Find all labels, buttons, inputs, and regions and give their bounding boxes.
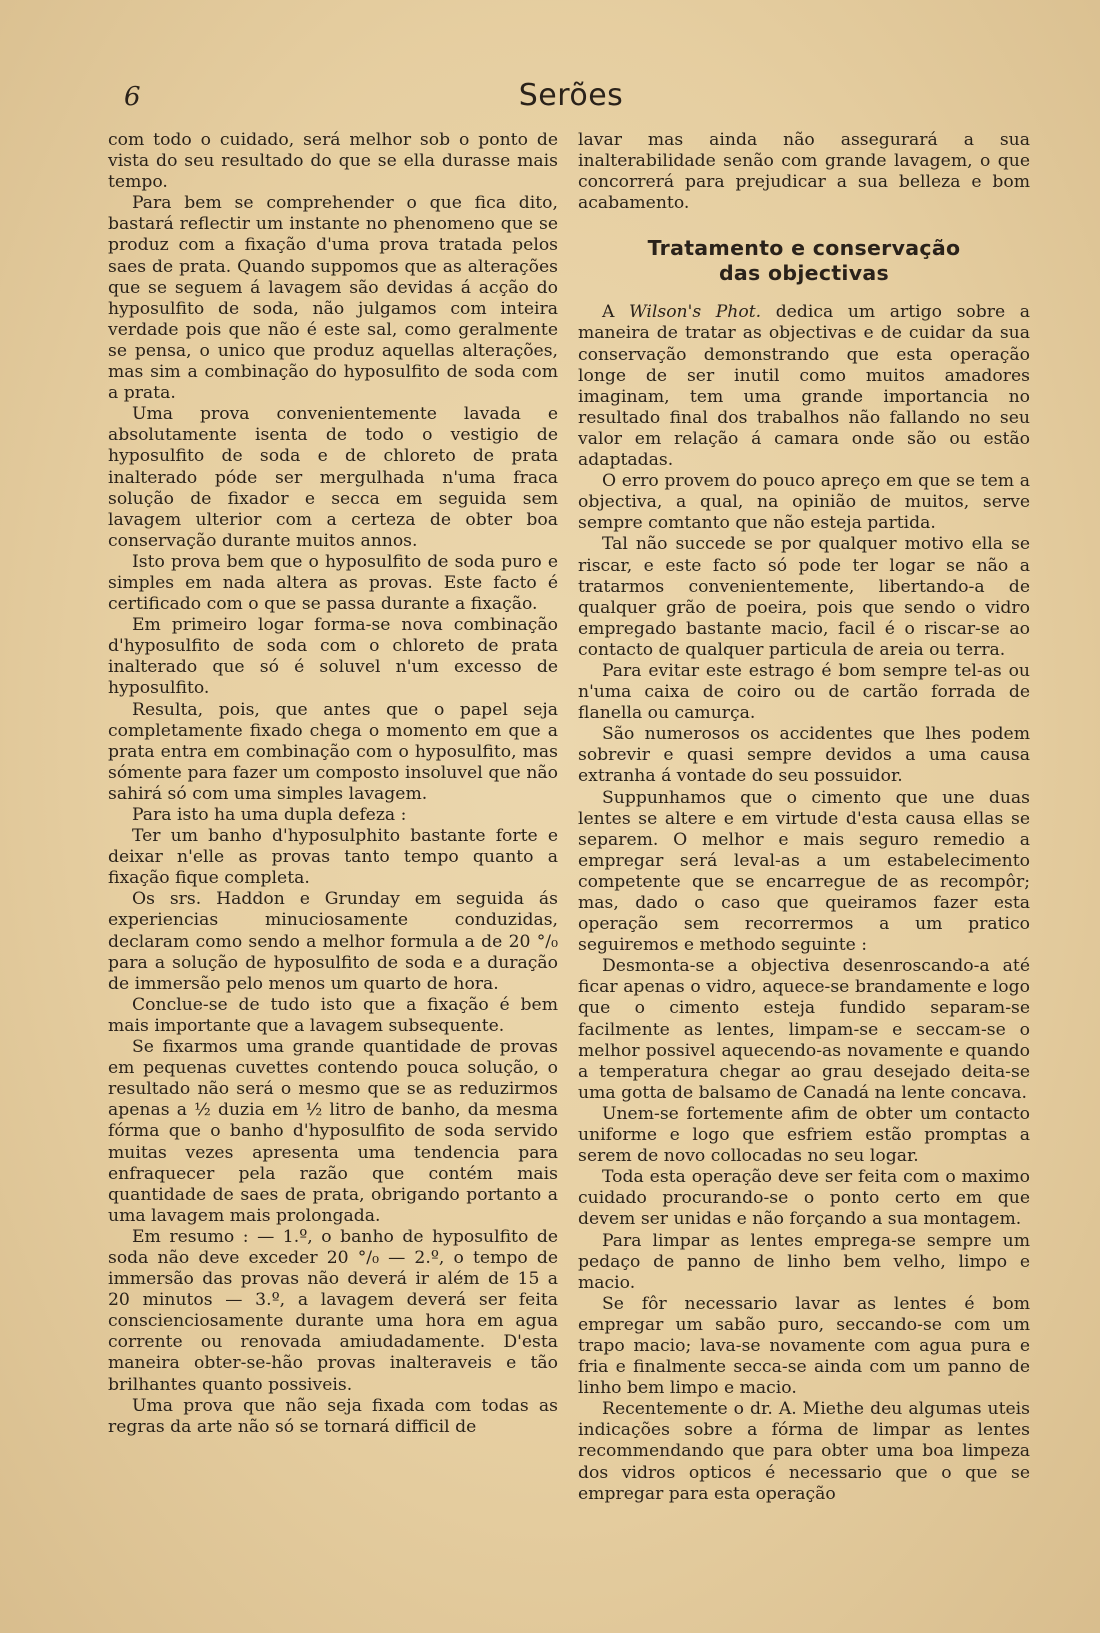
section-heading [578,236,1030,286]
paragraph: Para limpar as lentes emprega-se sempre um pedaço de panno de linho bem velho, limpo e macio. [578,1230,1030,1293]
right-column [578,130,1030,1505]
paragraph: Suppunhamos que o cimento que une duas lentes se altere e em virtude d'esta causa ellas se separem. O melhor e mais seguro remedio a empregar será leval-as a um estabelecimento competente que se encarregue de as recompôr; mas, dado o caso que queiramos fazer esta operação sem recorrermos a um pratico seguiremos e methodo seguinte : [578,787,1030,956]
paragraph-rest: dedica um artigo sobre a maneira de tratar as objectivas e de cuidar da sua conservação demonstrando que esta operação longe de ser inutil como muitos amadores imaginam, tem uma grande importancia no resultado final dos trabalhos não fallando no seu valor em relação á camara onde são ou estão adaptadas. [578,302,1030,471]
page-header [108,78,1034,122]
paragraph: Desmonta-se a objectiva desenroscando-a até ficar apenas o vidro, aquece-se brandamente e logo que o cimento esteja fundido separam-se facilmente as lentes, limpam-se e seccam-se o melhor possivel aquecendo-as novamente e quando a temperatura chegar ao grau desejado deita-se uma gotta de balsamo de Canadá na lente concava. [578,956,1030,1103]
section-heading-line: Tratamento e conservação [647,236,961,261]
paragraph: Ter um banho d'hyposulphito bastante forte e deixar n'elle as provas tanto tempo quanto a fixação fique completa. [108,826,558,889]
paragraph: Em resumo : — 1.º, o banho de hyposulfito de soda não deve exceder 20 °/₀ — 2.º, o tempo de immersão das provas não deverá ir além de 15 a 20 minutos — 3.º, a lavagem deverá ser feita conscienciosamente durante uma hora em agua corrente ou renovada amiudadamente. D'esta maneira obter-se-hão provas inalteraveis e tão brilhantes quanto possiveis. [108,1226,558,1395]
paragraph: Unem-se fortemente afim de obter um contacto uniforme e logo que esfriem estão promptas a serem de novo collocadas no seu logar. [578,1103,1030,1167]
paragraph [578,302,1030,471]
journal-title: Wilson's Phot. [629,302,762,323]
paragraph: com todo o cuidado, será melhor sob o ponto de vista do seu resultado do que se ella durasse mais tempo. [108,130,558,193]
paragraph: Se fôr necessario lavar as lentes é bom empregar um sabão puro, seccando-se com um trapo macio; lava-se novamente com agua pura e fria e finalmente secca-se ainda com um panno de linho bem limpo e macio. [578,1293,1030,1399]
paragraph: Para isto ha uma dupla defeza : [132,805,407,825]
page-number: 6 [124,82,141,112]
paragraph: Uma prova convenientemente lavada e absolutamente isenta de todo o vestigio de hyposulfito de soda e de chloreto de prata inalterado póde ser mergulhada n'uma fraca solução de fixador e secca em seguida sem lavagem ulterior com a certeza de obter boa conservação durante muitos annos. [108,404,558,551]
paragraph: O erro provem do pouco apreço em que se tem a objectiva, a qual, na opinião de muitos, serve sempre comtanto que não esteja partida. [578,471,1030,534]
paragraph: Isto prova bem que o hyposulfito de soda puro e simples em nada altera as provas. Este facto é certificado com o que se passa durante a fixação. [108,551,558,615]
paragraph: Os srs. Haddon e Grunday em seguida ás experiencias minuciosamente conduzidas, declaram como sendo a melhor formula a de 20 °/₀ para a solução de hyposulfito de soda e a duração de immersão pelo menos um quarto de hora. [108,889,558,994]
paragraph: Em primeiro logar forma-se nova combinação d'hyposulfito de soda com o chloreto de prata inalterado que só é soluvel n'um excesso de hyposulfito. [108,615,558,699]
paragraph: Se fixarmos uma grande quantidade de provas em pequenas cuvettes contendo pouca solução, o resultado não será o mesmo que se as reduzirmos apenas a ½ duzia em ½ litro de banho, da mesma fórma que o banho d'hyposulfito de soda servido muitas vezes apresenta uma tendencia para enfraquecer pela razão que contém mais quantidade de saes de prata, obrigando portanto a uma lavagem mais prolongada. [108,1037,558,1226]
section-heading-line: das objectivas [718,261,890,286]
paragraph: Conclue-se de tudo isto que a fixação é bem mais importante que a lavagem subsequente. [108,994,558,1036]
paragraph: Resulta, pois, que antes que o papel seja completamente fixado chega o momento em que a prata entra em combinação com o hyposulfito, mas sómente para fazer um composto insoluvel que não sahirá só com uma simples lavagem. [108,699,558,804]
paragraph: Toda esta operação deve ser feita com o maximo cuidado procurando-se o ponto certo em que devem ser unidas e não forçando a sua montagem. [578,1167,1030,1230]
paragraph: São numerosos os accidentes que lhes podem sobrevir e quasi sempre devidos a uma causa extranha á vontade do seu possuidor. [578,724,1030,787]
running-title: Serões [518,78,624,113]
paragraph: Para evitar este estrago é bom sempre tel-as ou n'uma caixa de coiro ou de cartão forrada de flanella ou camurça. [578,660,1030,724]
paragraph: Para bem se comprehender o que fica dito, bastará reflectir um instante no phenomeno que se produz com a fixação d'uma prova tratada pelos saes de prata. Quando suppomos que as alterações que se seguem á lavagem são devidas á acção do hyposulfito de soda, não julgamos com inteira verdade pois que não é este sal, como geralmente se pensa, o unico que produz aquellas alterações, mas sim a combinação do hyposulfito de soda com a prata. [108,193,558,404]
paragraph: lavar mas ainda não assegurará a sua inalterabilidade senão com grande lavagem, o que concorrerá para prejudicar a sua belleza e bom acabamento. [578,130,1030,214]
paragraph: Recentemente o dr. A. Miethe deu algumas uteis indicações sobre a fórma de limpar as lentes recommendando que para obter uma boa limpeza dos vidros opticos é necessario que o que se empregar para esta operação [578,1399,1030,1504]
paragraph-start: A [602,302,615,323]
left-column [108,130,558,1438]
paragraph: Tal não succede se por qualquer motivo ella se riscar, e este facto só pode ter logar se não a tratarmos convenientemente, libertando-a de qualquer grão de poeira, pois que sendo o vidro empregado bastante macio, facil é o riscar-se ao contacto de qualquer particula de areia ou terra. [578,534,1030,660]
paragraph: Uma prova que não seja fixada com todas as regras da arte não só se tornará difficil de [108,1395,558,1437]
